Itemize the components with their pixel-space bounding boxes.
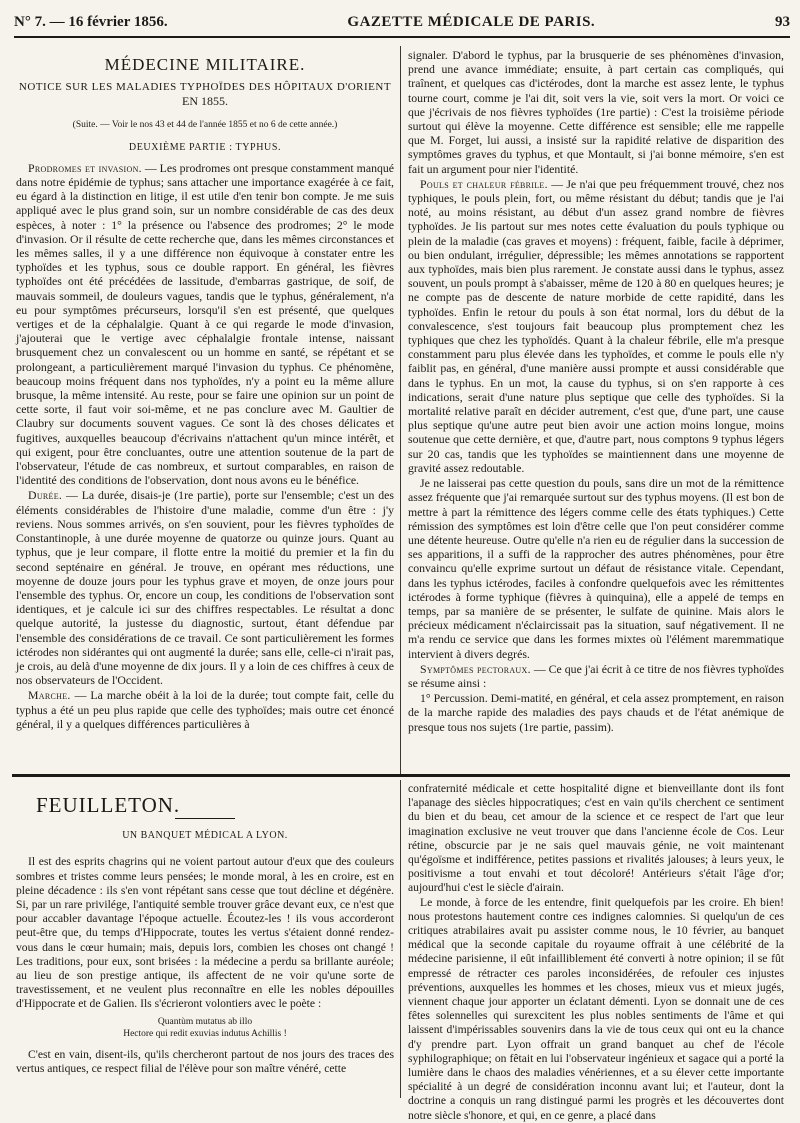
paragraph-percussion: 1° Percussion. Demi-matité, en général, et cela assez promptement, en raison de la marche rapide des maladies des pays chauds et de l'état anémique de presque tous nos sujets (1re partie, passim). [408,691,784,734]
feuilleton-paragraph: confraternité médicale et cette hospitalité digne et bienveillante dont ils font l'apanage des siècles hippocratiques; c'est en vain qu'ils cherchent ce sentiment du bien et du beau, cet amour de la science et ce respect de l'art que leur imagination exclusive ne veut trouver que dans l'ancienne école de Cos. Leur rétine, obscurcie par je ne sais quel mauvais génie, ne voit maintenant qu'égoïsme et indifférence, petites passions et rivalités jalouses; à leurs yeux, le positivisme a tout envahi et tout décoloré! Antérieurs s'était l'âge d'or; aujourd'hui c'est le siècle d'airain. [408,782,784,895]
article-title: NOTICE SUR LES MALADIES TYPHOÏDES DES HÔPITAUX D'ORIENT [18,81,392,94]
feuilleton-title-rule [175,818,235,819]
feuilleton-column-divider [400,780,401,1098]
column-divider [400,46,401,774]
paragraph-remittence: Je ne laisserai pas cette question du pouls, sans dire un mot de la rémittence assez fréquente que j'ai remarquée surtout sur des typhus moyens. (Il est bon de mettre à part la rémittence des légers comme celle des états typhiques.) Cette rémission des symptômes est loin d'être celle que l'on peut considérer comme une détente heureuse. Outre qu'elle n'a rien eu de régulier dans la succession de ses apparitions, il a suffi de la rapprocher des autres phénomènes, pour être convaincu qu'elle exprime surtout un défaut de résistance vitale. Cependant, dans les typhus ictérodes, faciles à confondre quelquefois avec les rémittentes ictérodes à forme typhique (fièvres à quinquina), elle a appelé de temps en temps, par sa manière de se présenter, le sulfate de quinine. Mais alors le précieux médicament n'éclaircissait pas la situation, sauf négativement. Il ne m'a rendu ce service que dans les formes mixtes où l'élément maremmatique intervient à divers degrés. [408,476,784,661]
paragraph-marche: Marche. — La marche obéit à la loi de la durée; tout compte fait, celle du typhus a été un peu plus rapide que celle des typhoïdes; mais outre cet énoncé général, il y a quelques différences particulières à [16,688,394,731]
journal-title: GAZETTE MÉDICALE DE PARIS. [347,14,596,30]
paragraph-duree: Durée. — La durée, disais-je (1re partie), porte sur l'ensemble; c'est un des éléments considérables de l'histoire d'une maladie, comme d'un être : j'y reviens. Nous sommes arrivés, on s'en souvient, pour les fièvres typhoïdes de Constantinople, à une durée moyenne de quatorze ou quinze jours. Quant au typhus, que je leur compare, il flotte entre la moitié du premier et la fin du second septénaire en général. Je trouve, en opérant mes réductions, une moyenne de douze jours pour les typhus grave et moyen, de onze jours pour l'ensemble des typhus. Or, encore un coup, les conditions de l'observation sont identiques, et je calcule ici sur des chiffres respectables. Le résultat a donc quelque autorité, la justesse du diagnostic, surtout, étant défendue par l'ensemble des considérations de ce travail. Ce sont particulièrement les formes ictérodes non sidérantes qui ont augmenté la durée; sans elle, celle-ci n'irait pas, je crois, au delà d'une moyenne de dix jours. Il y a loin de ces chiffres à ceux de nos observateurs de l'Occident. [16,488,394,688]
page-number: 93 [775,14,790,30]
section-title: MÉDECINE MILITAIRE. [104,55,306,74]
part-title: DEUXIÈME PARTIE : TYPHUS. [128,141,282,153]
paragraph-continued: signaler. D'abord le typhus, par la brusquerie de ses phénomènes d'invasion, prend une avance immédiate; ensuite, à part certain cas compliqués, qui traînent, et quelques cas d'ictérodes, dont la marche est assez lente, le typhus tourne court, comme je l'ai dit, soit vers la vie, soit vers la mort. Or voici ce que j'écrivais de nos fièvres typhoïdes (1re partie) : C'est la troisième période surtout qui élève la moyenne. Cette différence est sensible; elle me rappelle que M. Forget, lui aussi, a insisté sur la rapidité relative de disparition des symptômes graves du typhus, et que Montault, si j'ai bonne mémoire, s'en est fait un argument pour nier l'identité. [408,48,784,176]
paragraph-pouls: Pouls et chaleur fébrile. — Je n'ai que peu fréquemment trouvé, chez nos typhiques, le pouls plein, fort, ou même résistant du début; tandis que je l'ai noté, au moins résistant, au début d'un assez grand nombre de fièvres typhoïdes. Je lis partout sur mes notes cette évaluation du pouls typhique ou plein de la maladie (cas graves et moyens) : fréquent, faible, facile à déprimer, ou bien ondulant, irrégulier, dépressible; les mêmes annotations se rapportent aux typhoïdes, mais bien plus rarement. Je constate aussi dans le typhus, assez souvent, un pouls prompt à s'abaisser, même de 120 à 80 en quelques heures; je ne compte pas de descente de nature morbide de cette rapidité, dans les typhoïdes. Enfin le retour du pouls à son état normal, lors du début de la convalescence, s'est toujours fait beaucoup plus promptement chez les typhiques que chez les typhoïdés. Quant à la chaleur fébrile, elle m'a presque constamment paru plus élevée dans les typhoïdes, et comme le pouls elle n'y faiblit pas, en général, d'une manière aussi prompte et aussi considérable que dans le typhus. En un mot, la cause du typhus, si on s'en rapporte à ces indications, serait d'une nature plus septique que celle des typhoïdes. Si la mortalité relative paraît en décider autrement, c'est que, d'une part, une cause plus septique qu'une autre peut bien avoir une action moins longue, moins soutenue que cette dernière, et que, d'autre part, nous comptons 9 typhus légers sur 20 cas, tandis que les typhoïdes se maintiennent dans une moyenne de gravité assez redoutable. [408,176,784,475]
issue-date: N° 7. — 16 février 1856. [14,14,168,30]
feuilleton-separator [12,774,790,777]
feuilleton-paragraph: Il est des esprits chagrins qui ne voient partout autour d'eux que des couleurs sombres et tristes comme leurs pensées; le monde moral, à les en croire, est en pleine décadence : ils s'en vont répétant sans cesse que tout décline et dégénère. Si, par un rare privilége, l'antiquité semble trouver grâce devant eux, ce n'est que pour accabler davantage l'époque actuelle. Écoutez-les ! ils vous accorderont peut-être que, du temps d'Hippocrate, toutes les vertus s'étaient donné rendez-vous dans le cœur humain; mais, depuis lors, combien les choses ont changé ! Les traditions, pour eux, sont brisées : la médecine a perdu sa brillante auréole; au lieu de son prestige antique, ils affectent de ne voir qu'une sorte de travestissement, et ne veulent plus reconnaître en elle les nobles dépouilles d'Hippocrate et de Galien. Ils s'écrieront volontiers avec le poète : [16,855,394,1011]
paragraph-prodromes: Prodromes et invasion. — Les prodromes ont presque constamment manqué dans notre épidémie de typhus; sans attacher une importance exagérée à ce fait, eu égard à la distinction en litige, il est utile d'en tenir bon compte. Je me suis appliqué avec le plus grand soin, sur un nombre considérable de cas des deux espèces, à noter : 1° la présence ou l'absence des prodromes; 2° le mode d'invasion. Or il résulte de cette recherche que, dans les mêmes circonstances et les mêmes salles, il y a une différence non équivoque à constater entre les typhoïdes et les typhus, sous ce double rapport. En général, les fièvres typhoïdes ont été précédées de lassitude, d'embarras gastrique, de soif, de mauvais sommeil, de douleurs vagues, tandis que le typhus, généralement, n'a eu pour symptômes précurseurs, lorsqu'il s'en est présenté, que quelques vertiges et de la céphalalgie. Quant à ce qui regarde le mode d'invasion, j'ajouterai que le vertige avec céphalalgie frontale intense, naissant brusquement chez un convalescent ou un homme en santé, se répétant et se prolongeant, a particulièrement marqué l'invasion du typhus. Ce phénomène, beaucoup moins fréquent dans nos typhoïdes, n'y a point eu la même allure brusque, la même intensité. Au reste, pour se faire une opinion sur un point de cette sorte, il faut voir soi-même, et ne pas conclure avec M. Gaultier de Claubry sur documents souvent vagues. Ce sont là des choses délicates et fugitives, auxquelles beaucoup d'écrivains n'attachent qu'un mince intérêt, et qui exigent, pour être concluantes, outre une attention soutenue de la part de l'observateur, l'étude de cas nombreux, et surtout comparables, en raison de l'identité des conditions de l'observation, dont nous avons eu le bénéfice. [16,160,395,488]
feuilleton-left-column [16,782,394,1094]
article-suite-note: (Suite. — Voir le nos 43 et 44 de l'année 1855 et no 6 de cette année.) [72,120,338,131]
article-year: EN 1855. [182,94,228,109]
feuilleton-right-column [408,782,784,1122]
feuilleton-paragraph: C'est en vain, disent-ils, qu'ils chercheront partout de nos jours des traces des vertus antiques, ce respect filial de l'élève pour son maître vénéré, cette [16,1047,394,1075]
quote-line: Quantùm mutatus ab illo [157,1016,253,1027]
article-right-column [408,48,784,772]
paragraph-symptomes-pectoraux: Symptômes pectoraux. — Ce que j'ai écrit à ce titre de nos fièvres typhoïdes se résume ainsi : [408,661,784,690]
masthead [14,14,790,38]
latin-quote [16,1016,394,1040]
feuilleton-title: FEUILLETON. [36,793,181,817]
feuilleton-paragraph: Le monde, à force de les entendre, finit quelquefois par les croire. Eh bien! nous protestons hautement contre ces indignes calomnies. Si quelqu'un de ces critiques atrabilaires avait pu assister comme nous, le 10 février, au banquet médical que la seconde capitale du royaume offrait à une célébrité de la médecine parisienne, il eût infailliblement été converti à notre opinion; il se fût empressé de rétracter ces paroles inconsidérées, de refouler ces injustes préventions, auxquelles les hommes et les choses, mieux vus et mieux jugés, viennent chaque jour apporter un éclatant démenti. Lyon se donnait une de ces fêtes solennelles qui surexcitent les plus nobles sentiments de l'âme et qui laissent d'impérissables souvenirs dans la vie de tous ceux qui ont eu la chance d'y prendre part. Lyon offrait un grand banquet au chef de l'école syphilographique; on fêtait en lui l'observateur ingénieux et sagace qui a porté la lumière dans le chaos des maladies vénériennes, et a su élever cette importante spécialité à un degré de considération inconnu avant lui; et l'auteur, dont la doctrine a conquis un rang distingué parmi les progrès et les découvertes dont notre siècle s'honore, et qui, en ce genre, a placé dans [408,895,784,1122]
quote-line: Hectore qui redit exuvias indutus Achillis ! [123,1028,287,1039]
feuilleton-subtitle: UN BANQUET MÉDICAL A LYON. [122,830,288,842]
article-left-column [16,52,394,772]
